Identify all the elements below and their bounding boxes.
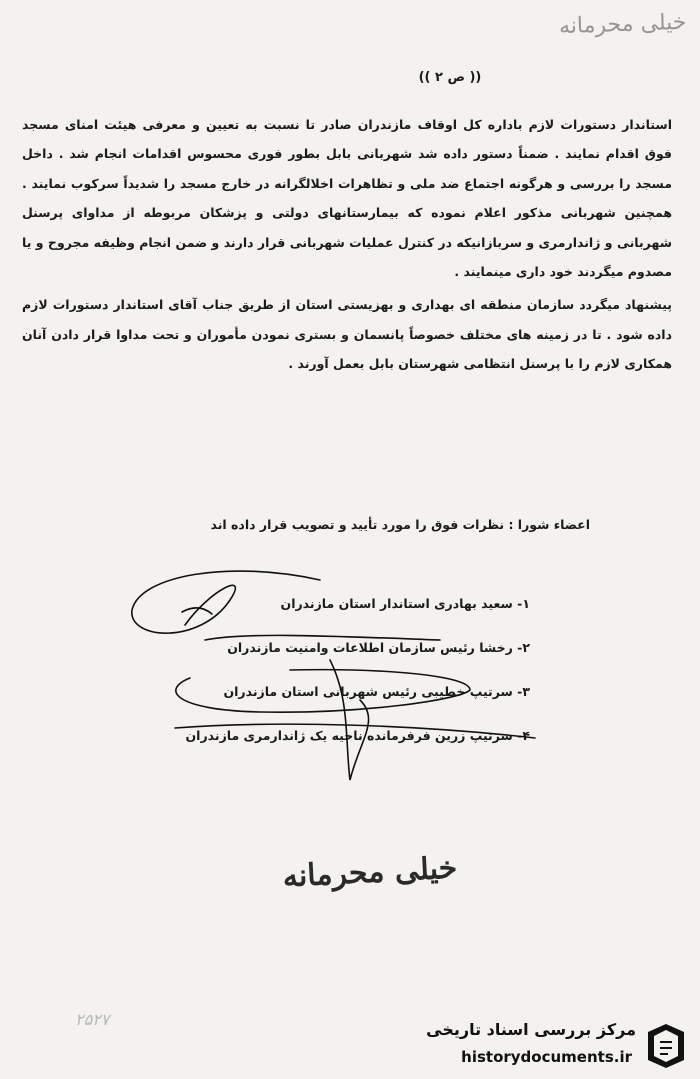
footer-url: historydocuments.ir [461, 1048, 632, 1066]
signature-4 [330, 660, 369, 780]
signatory-3: ۳- سرتیپ خطیبی رئیس شهربانی استان مازندران [223, 684, 530, 699]
body-paragraph-1: استاندار دستورات لازم باداره کل اوقاف مازندران صادر تا نسبت به تعیین و معرفی هیئت امنای مسجد فوق اقدام نمایند . ضمناً دستور داده شد شهربانی بابل بطور فوری محسوس اقدامات انجام شد . داخل مسجد را بررسی و هرگونه اجتماع ضد ملی و تظاهرات اخلالگرانه در خارج مسجد را شدیداً سرکوب نمایند . همچنین شهربانی مذکور اعلام نموده که بیمارستانهای دولتی و پزشکان مربوطه از مداوای پرسنل شهربانی و ژاندارمری و سربازانیکه در کنترل عملیات شهربانی قرار دارند و ضمن انجام وظیفه مجروح و یا مصدوم میگردند خود داری مینمایند . [22, 117, 672, 280]
faint-handwritten-number: ۲۵۲۷ [75, 1010, 110, 1029]
footer-title: مرکز بررسی اسناد تاریخی [426, 1020, 636, 1039]
signature-1 [132, 571, 320, 633]
bottom-confidential-stamp: خیلی محرمانه [281, 850, 459, 895]
top-confidential-stamp: خیلی محرمانه [558, 9, 687, 40]
signatory-4: ۴- سرتیپ زرین فرفرمانده ناحیه یک ژاندارمری مازندران [185, 728, 530, 743]
body-paragraph-2: پیشنهاد میگردد سازمان منطقه ای بهداری و بهزیستی استان از طریق جناب آقای استاندار دستورات لازم داده شود . تا در زمینه های مختلف خصوصاً پانسمان و بستری نمودن مأموران و تحت مداوا قرار دادن آنان همکاری لازم را با پرسنل انتظامی شهرستان بابل بعمل آورند . [22, 297, 672, 372]
signature-4-strike [175, 724, 535, 738]
page-number: (( ص ۲ )) [418, 70, 482, 85]
signatory-2: ۲- رخشا رئیس سازمان اطلاعات وامنیت مازندران [227, 640, 530, 655]
footer-brand [426, 1018, 696, 1076]
approval-line: اعضاء شورا : نظرات فوق را مورد تأیید و تصویب قرار داده اند [210, 517, 590, 532]
historydocuments-logo-icon [640, 1020, 692, 1072]
signature-3 [176, 670, 470, 713]
signatory-1: ۱- سعید بهادری استاندار استان مازندران [280, 596, 530, 611]
signature-2 [205, 635, 440, 640]
